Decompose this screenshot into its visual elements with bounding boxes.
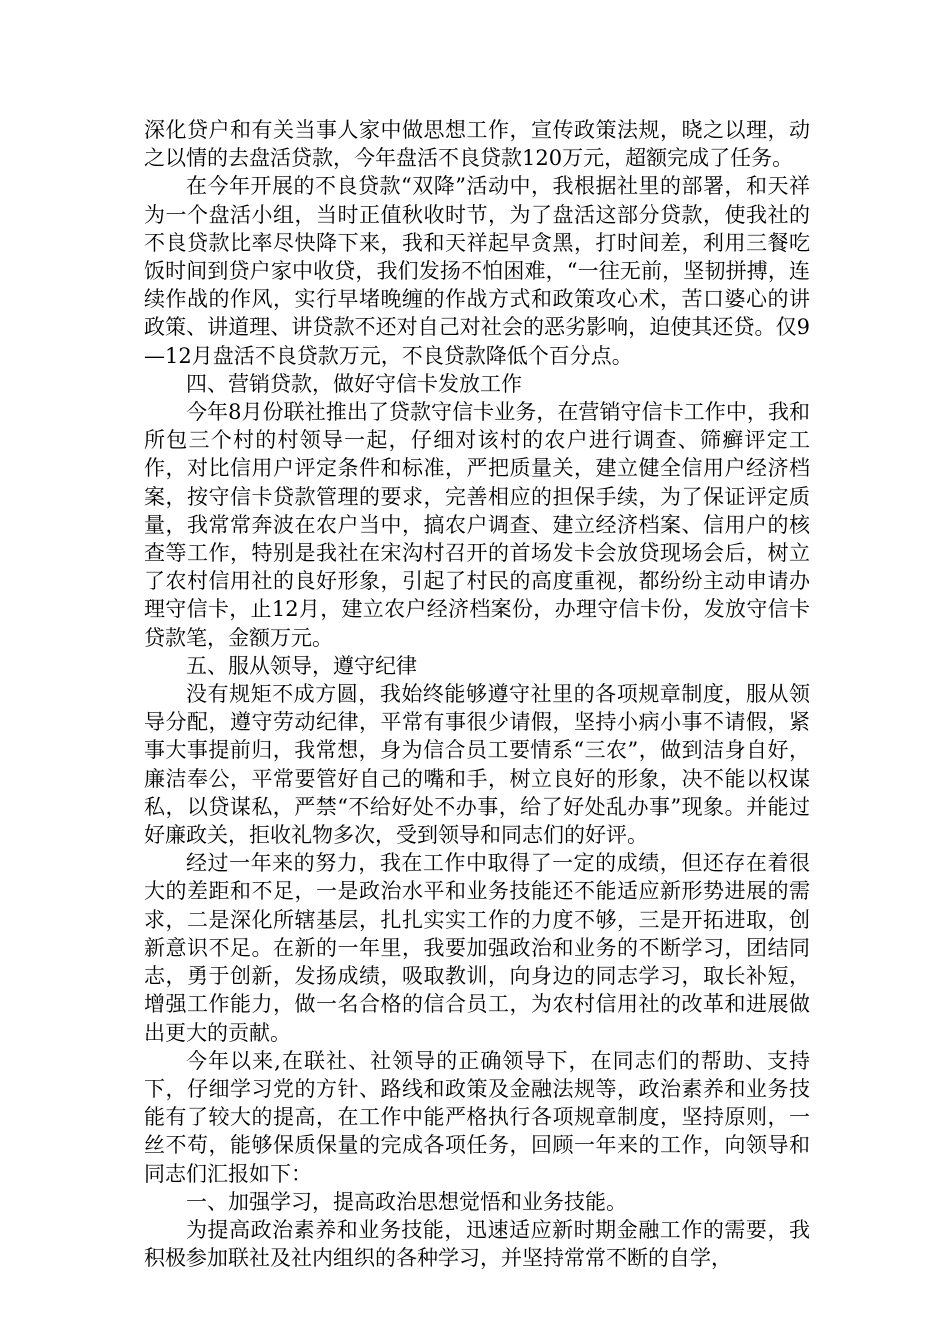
paragraph-discipline: 没有规矩不成方圆，我始终能够遵守社里的各项规章制度，服从领导分配，遵守劳动纪律，平常有事很少请假，坚持小病小事不请假，紧事大事提前归，我常想，身为信合员工要情系“三农”，做到洁身自好，廉洁奉公，平常要管好自己的嘴和手，树立良好的形象，决不能以权谋私，以贷谋私，严禁“不给好处不办事，给了好处乱办事”现象。并能过好廉政关，拒收礼物多次，受到领导和同志们的好评。	[144, 682, 810, 848]
paragraph-introduction: 今年以来,在联社、社领导的正确领导下，在同志们的帮助、支持下，仔细学习党的方针、路线和政策及金融法规等，政治素养和业务技能有了较大的提高，在工作中能严格执行各项规章制度，坚持原则，一丝不苟，能够保质保量的完成各项任务，回顾一年来的工作，向领导和同志们汇报如下：	[144, 1048, 810, 1186]
paragraph-summary: 经过一年来的努力，我在工作中取得了一定的成绩，但还存在着很大的差距和不足，一是政治水平和业务技能还不能适应新形势进展的需求，二是深化所辖基层，扎扎实实工作的力度不够，三是开拓进取，创新意识不足。在新的一年里，我要加强政治和业务的不断学习，团结同志，勇于创新，发扬成绩，吸取教训，向身边的同志学习，取长补短，增强工作能力，做一名合格的信合员工，为农村信用社的改革和进展做出更大的贡献。	[144, 851, 810, 1045]
section-heading-marketing: 四、营销贷款，做好守信卡发放工作	[186, 371, 522, 396]
paragraph-study: 为提高政治素养和业务技能，迅速适应新时期金融工作的需要，我积极参加联社及社内组织的各种学习，并坚持常常不断的自学，	[144, 1217, 810, 1271]
section-heading-discipline: 五、服从领导，遵守纪律	[186, 653, 417, 678]
paragraph-credit-card: 今年8月份联社推出了贷款守信卡业务，在营销守信卡工作中，我和所包三个村的村领导一起，仔细对该村的农户进行调查、筛癣评定工作，对比信用户评定条件和标准，严把质量关，建立健全信用户经济档案，按守信卡贷款管理的要求，完善相应的担保手续，为了保证评定质量，我常常奔波在农户当中，搞农户调查、建立经济档案、信用户的核查等工作，特别是我社在宋沟村召开的首场发卡会放贷现场会后，树立了农村信用社的良好形象，引起了村民的高度重视，都纷纷主动申请办理守信卡，止12月，建立农户经济档案份，办理守信卡份，发放守信卡贷款笔，金额万元。	[144, 400, 810, 650]
paragraph-double-reduction: 在今年开展的不良贷款“双降”活动中，我根据社里的部署，和天祥为一个盘活小组，当时正值秋收时节，为了盘活这部分贷款，使我社的不良贷款比率尽快降下来，我和天祥起早贪黑，打时间差，利用三餐吃饭时间到贷户家中收贷，我们发扬不怕困难，“一往无前，坚韧拼搏，连续作战的作风，实行早堵晚缠的作战方式和政策攻心术，苦口婆心的讲政策、讲道理、讲贷款不还对自己对社会的恶劣影响，迫使其还贷。仅9—12月盘活不良贷款万元，不良贷款降低个百分点。	[144, 174, 810, 368]
paragraph-loan-recovery-end: 深化贷户和有关当事人家中做思想工作，宣传政策法规，晓之以理，动之以情的去盘活贷款，今年盘活不良贷款120万元，超额完成了任务。	[144, 118, 810, 171]
section-heading-study: 一、加强学习，提高政治思想觉悟和业务技能。	[186, 1189, 627, 1214]
document-body	[144, 116, 810, 1272]
